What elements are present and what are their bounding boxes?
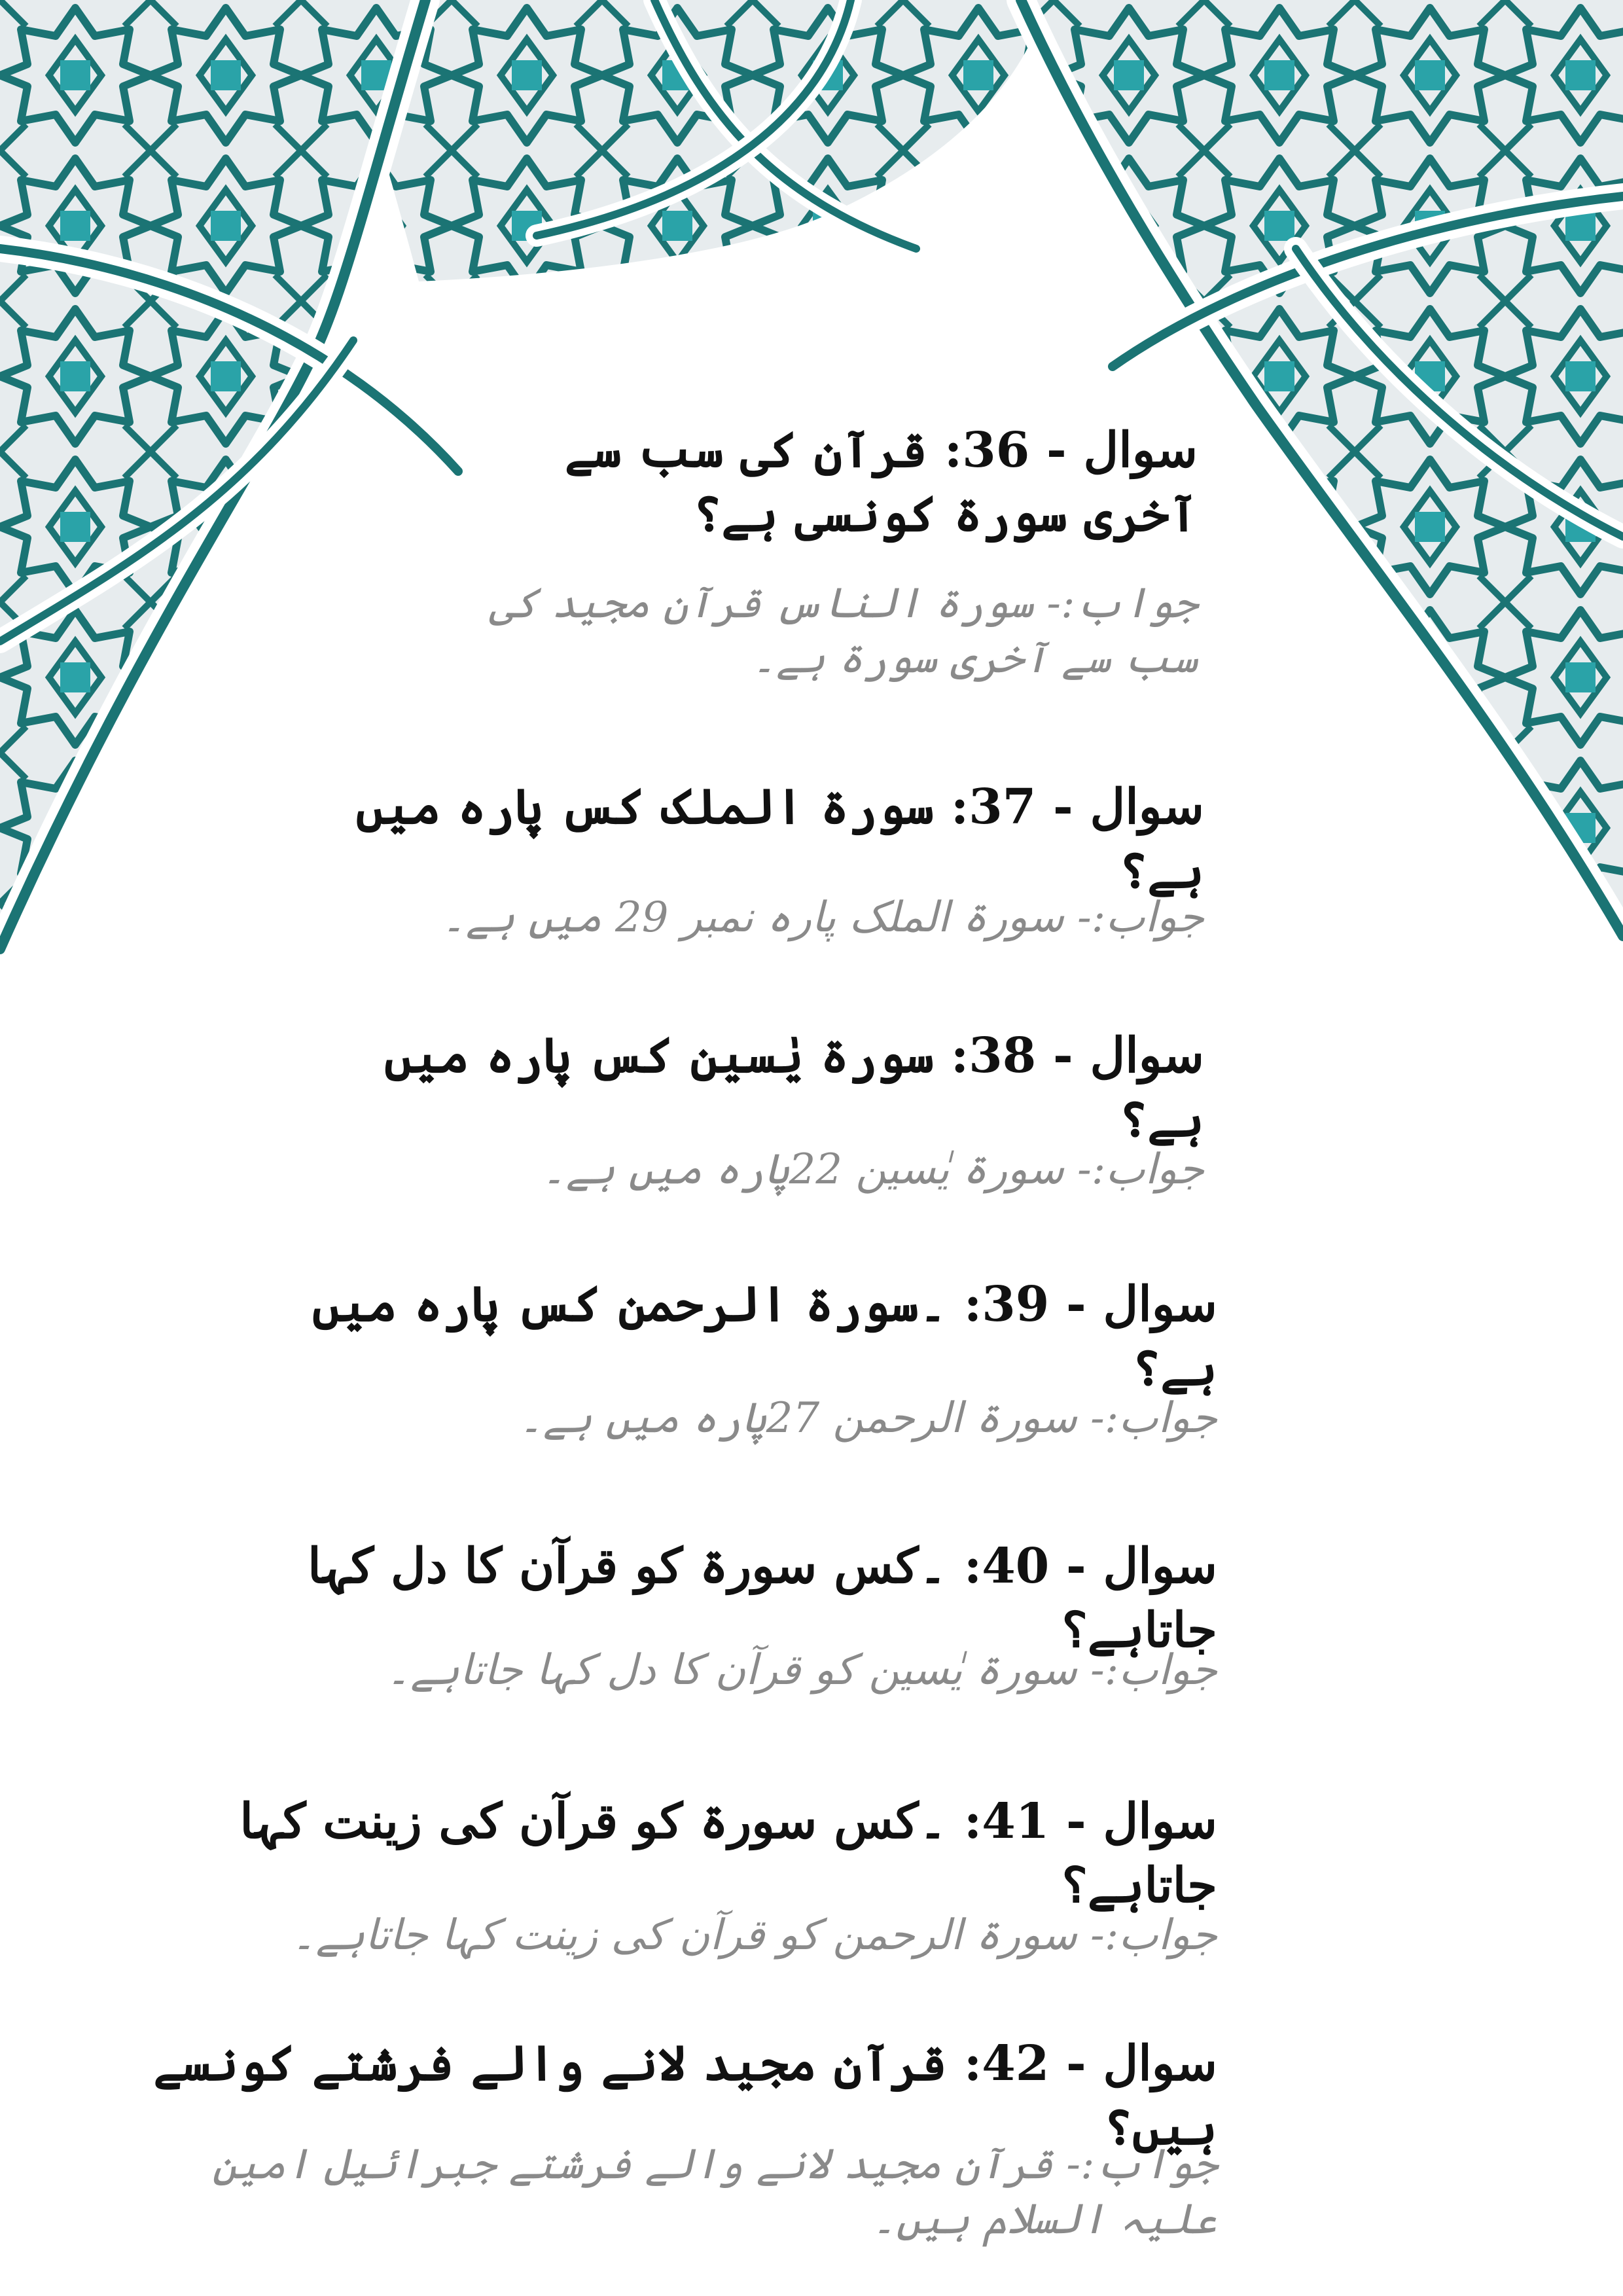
question-41: سوال - 41: ۔کس سورۃ کو قرآن کی زینت کہا جاتاہے؟ (240, 1793, 1217, 1914)
answer-38: جواب:- سورۃ یٰسین 22پارہ میں ہے۔ (541, 1145, 1204, 1194)
question-39: سوال - 39: ۔سورۃ الرحمن کس پارہ میں ہے؟ (312, 1276, 1217, 1397)
answer-42: جواب:- قرآن مجید لانے والے فرشتے جبرائیل امین علیہ السلام ہیں۔ (212, 2140, 1217, 2244)
question-40: سوال - 40: ۔کس سورۃ کو قرآن کا دل کہا جاتاہے؟ (308, 1538, 1217, 1659)
answer-36: جواب:- سورۃ الناس قرآن مجید کی سب سے آخری سورۃ ہے۔ (489, 579, 1198, 683)
question-42: سوال - 42: قرآن مجید لانے والے فرشتے کونسے ہیں؟ (153, 2036, 1217, 2156)
question-37: سوال - 37: سورۃ الملک کس پارہ میں ہے؟ (355, 779, 1204, 899)
answer-39: جواب:- سورۃ الرحمن 27پارہ میں ہے۔ (518, 1394, 1217, 1443)
answer-41: جواب:- سورۃ الرحمن کو قرآن کی زینت کہا جاتاہے۔ (291, 1911, 1217, 1960)
answer-40: جواب:- سورۃ یٰسین کو قرآن کا دل کہا جاتاہے۔ (385, 1646, 1217, 1695)
question-36: سوال - 36: قرآن کی سب سے آخری سورۃ کونسی ہے؟ (564, 422, 1198, 543)
question-38: سوال - 38: سورۃ یٰسین کس پارہ میں ہے؟ (383, 1028, 1204, 1148)
answer-37: جواب:- سورۃ الملک پارہ نمبر 29 میں ہے۔ (441, 893, 1204, 942)
